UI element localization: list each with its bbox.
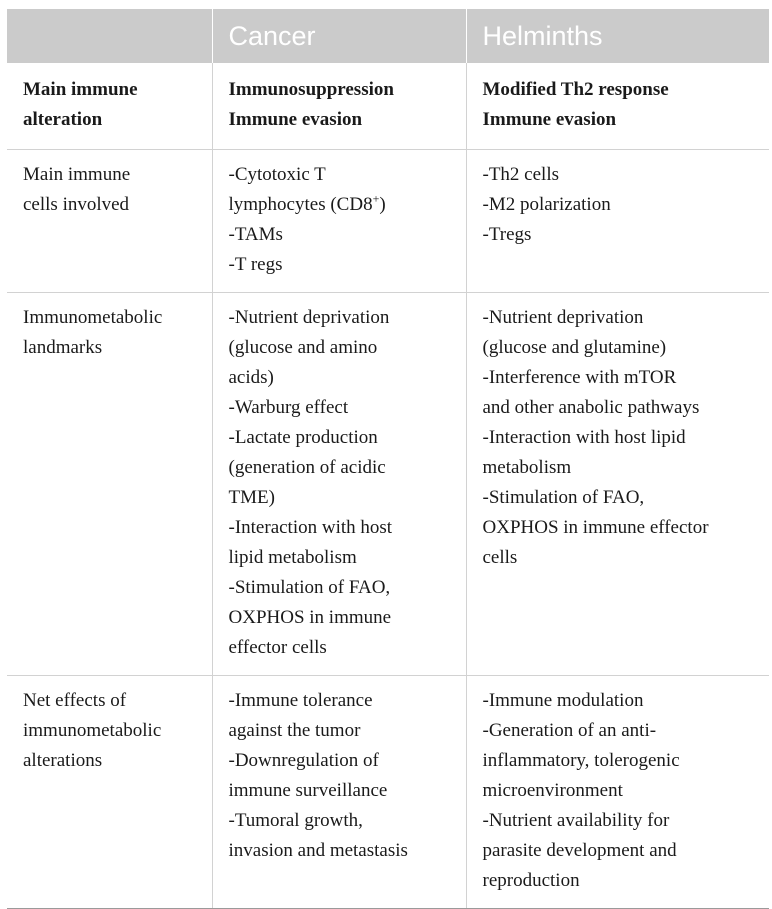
row-label-line: cells involved (23, 194, 130, 215)
cancer-line: against the tumor (228, 720, 361, 741)
helminths-line: Immune evasion (482, 109, 617, 130)
row-label-line: immunometabolic (23, 720, 162, 741)
row-immunometabolic-landmarks (7, 293, 769, 676)
cancer-line: acids) (228, 367, 274, 388)
cancer-line: immune surveillance (228, 780, 388, 801)
cancer-line: -Tumoral growth, (228, 810, 363, 831)
helminths-line: -Th2 cells (482, 164, 560, 185)
helminths-line: -M2 polarization (482, 194, 611, 215)
helminths-line: -Nutrient deprivation (482, 307, 644, 328)
helminths-line: microenvironment (482, 780, 623, 801)
cancer-line: Immunosuppression (228, 79, 394, 100)
cancer-cell (212, 293, 466, 676)
comparison-table (7, 9, 769, 909)
cancer-line: -Warburg effect (228, 397, 349, 418)
cancer-cell (212, 676, 466, 909)
helminths-line: -Immune modulation (482, 690, 644, 711)
row-label-cell (7, 150, 212, 293)
helminths-line: cells (482, 547, 518, 568)
cancer-cell (212, 63, 466, 150)
row-main-immune-alteration (7, 63, 769, 150)
cancer-line: TME) (228, 487, 275, 508)
cancer-line: invasion and metastasis (228, 840, 408, 861)
helminths-line: reproduction (482, 870, 580, 891)
helminths-line: Modified Th2 response (482, 79, 669, 100)
header-empty (7, 9, 212, 63)
cd8-superscript: + (372, 191, 380, 206)
row-label-cell (7, 63, 212, 150)
helminths-line: inflammatory, tolerogenic (482, 750, 680, 771)
row-main-immune-cells (7, 150, 769, 293)
cancer-line: -Stimulation of FAO, (228, 577, 391, 598)
helminths-line: -Nutrient availability for (482, 810, 670, 831)
cancer-line: -T regs (228, 254, 283, 275)
cancer-line: -Cytotoxic T (228, 164, 326, 185)
cancer-line: (glucose and amino (228, 337, 378, 358)
row-net-effects (7, 676, 769, 909)
row-label-line: Main immune (23, 164, 131, 185)
cancer-line: -Interaction with host (228, 517, 393, 538)
helminths-cell (466, 150, 769, 293)
header-helminths: Helminths (466, 9, 769, 63)
row-label-line: landmarks (23, 337, 103, 358)
cancer-line: Immune evasion (228, 109, 363, 130)
cancer-line: -Immune tolerance (228, 690, 373, 711)
cd8-text: lymphocytes (CD8 (228, 194, 373, 215)
helminths-cell (466, 676, 769, 909)
helminths-line: and other anabolic pathways (482, 397, 700, 418)
row-label-line: alterations (23, 750, 103, 771)
row-label-cell (7, 293, 212, 676)
cancer-line: -Lactate production (228, 427, 378, 448)
helminths-line: -Interference with mTOR (482, 367, 677, 388)
cancer-line: -Downregulation of (228, 750, 379, 771)
row-label-line: alteration (23, 109, 103, 130)
header-cancer: Cancer (212, 9, 466, 63)
cancer-line: (generation of acidic (228, 457, 386, 478)
header-row (7, 9, 769, 63)
helminths-cell (466, 293, 769, 676)
helminths-line: -Tregs (482, 224, 532, 245)
helminths-line: parasite development and (482, 840, 677, 861)
helminths-line: metabolism (482, 457, 572, 478)
cancer-line: -Nutrient deprivation (228, 307, 390, 328)
cancer-line: effector cells (228, 637, 327, 658)
cancer-line: -TAMs (228, 224, 283, 245)
cd8-close-paren: ) (379, 194, 386, 215)
cancer-cell (212, 150, 466, 293)
row-label-line: Net effects of (23, 690, 127, 711)
row-label-cell (7, 676, 212, 909)
helminths-cell (466, 63, 769, 150)
row-label-line: Main immune (23, 79, 138, 100)
cancer-line: lipid metabolism (228, 547, 357, 568)
helminths-line: -Generation of an anti- (482, 720, 657, 741)
cancer-line: OXPHOS in immune (228, 607, 392, 628)
cancer-line (229, 190, 452, 220)
helminths-line: OXPHOS in immune effector (482, 517, 709, 538)
helminths-line: -Stimulation of FAO, (482, 487, 645, 508)
helminths-line: (glucose and glutamine) (482, 337, 667, 358)
row-label-line: Immunometabolic (23, 307, 163, 328)
helminths-line: -Interaction with host lipid (482, 427, 686, 448)
